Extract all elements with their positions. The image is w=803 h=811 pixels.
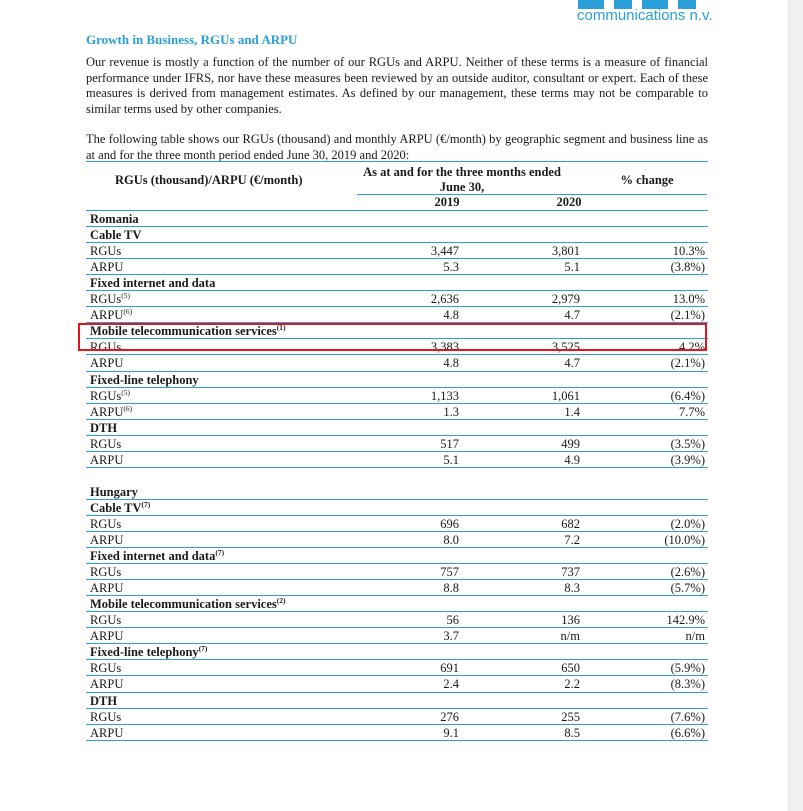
percent-change-text: 13.0%: [672, 292, 705, 307]
row-label: [90, 710, 121, 724]
row-label: [90, 533, 123, 547]
percent-change-text: (5.9%): [670, 661, 705, 676]
percent-change-text: (2.1%): [670, 356, 705, 371]
logo-tagline: communications n.v.: [577, 7, 713, 24]
row-label-text: ARPU: [90, 308, 124, 323]
row-rule: [86, 659, 708, 660]
percent-change: [673, 244, 705, 258]
row-label-text: RGUs: [90, 244, 122, 259]
row-label: [90, 726, 123, 740]
value-2020-text: 499: [561, 436, 580, 451]
value-2019: [440, 517, 459, 531]
group-label-text: Romania: [90, 212, 139, 226]
percent-change-text: (3.9%): [670, 452, 705, 467]
value-2019: [440, 565, 459, 579]
value-2019-text: 696: [440, 516, 459, 531]
row-rule: [86, 258, 708, 259]
row-label-text: ARPU: [90, 533, 124, 547]
group-label: [90, 645, 207, 659]
group-label: [90, 421, 117, 435]
value-2019: [443, 629, 459, 643]
footnote-marker: (5): [121, 291, 131, 301]
value-2019: [443, 308, 459, 322]
row-label: [90, 613, 121, 627]
group-label-text: Cable TV: [90, 228, 142, 243]
value-2019-text: 3,447: [430, 244, 459, 259]
percent-change: [671, 517, 705, 531]
row-label-text: RGUs: [90, 565, 122, 580]
footnote-marker: (7): [198, 644, 208, 654]
percent-change-text: (7.6%): [670, 709, 705, 724]
section-heading: Growth in Business, RGUs and ARPU: [86, 32, 298, 47]
row-label: [90, 244, 121, 258]
row-label-text: RGUs: [90, 340, 122, 355]
header-period-line2: June 30,: [439, 180, 485, 194]
footnote-marker: (6): [123, 403, 133, 413]
highlight-box: [78, 323, 707, 351]
group-label: [90, 597, 286, 611]
row-label-text: RGUs: [90, 516, 122, 531]
percent-change-text: 142.9%: [666, 613, 705, 628]
percent-change-text: (2.1%): [670, 308, 705, 323]
row-rule: [86, 724, 708, 725]
value-2020: [561, 613, 580, 627]
value-2019: [431, 389, 459, 403]
group-label: [90, 373, 199, 387]
footnote-marker: (2): [276, 596, 286, 606]
row-rule: [86, 563, 708, 564]
group-label: [90, 212, 139, 226]
row-rule: [86, 354, 708, 355]
value-2019-text: 9.1: [443, 725, 459, 740]
header-year-2020: 2020: [556, 195, 582, 209]
value-2020-text: 4.7: [564, 356, 580, 371]
value-2019: [440, 710, 459, 724]
value-2020: [564, 533, 580, 547]
footnote-marker: (6): [123, 307, 133, 317]
row-label-text: ARPU: [90, 260, 124, 275]
row-rule: [86, 675, 708, 676]
row-rule: [86, 611, 708, 612]
percent-change: [671, 565, 705, 579]
group-label: [90, 485, 138, 499]
group-label: [90, 276, 215, 290]
value-2020: [561, 710, 580, 724]
value-2020: [561, 437, 580, 451]
value-2020-text: 1.4: [564, 404, 580, 419]
value-2020: [564, 260, 580, 274]
value-2019: [440, 437, 459, 451]
percent-change: [671, 726, 705, 740]
row-rule: [86, 274, 708, 275]
group-label: [90, 549, 224, 563]
row-rule: [86, 579, 708, 580]
group-label: [90, 501, 150, 515]
value-2019: [443, 260, 459, 274]
value-2020-text: 737: [561, 565, 580, 580]
percent-change: [671, 308, 705, 322]
row-label-text: RGUs: [90, 709, 122, 724]
percent-change: [671, 710, 705, 724]
percent-change-text: 4.2%: [678, 340, 705, 355]
row-rule: [86, 499, 708, 500]
group-label-text: Cable TV: [90, 500, 142, 515]
header-bottom-rule: [86, 210, 708, 211]
percent-change: [673, 292, 705, 306]
group-label: [90, 228, 142, 242]
group-label-text: Hungary: [90, 484, 138, 499]
value-2020-text: n/m: [560, 629, 580, 644]
value-2019: [443, 677, 459, 691]
value-2020: [564, 726, 580, 740]
row-label: [90, 437, 121, 451]
row-rule: [86, 451, 708, 452]
value-2019-text: 757: [440, 565, 459, 580]
group-label-text: Mobile telecommunication services: [90, 324, 277, 339]
value-2020-text: 2.2: [564, 677, 580, 692]
value-2019-text: 4.8: [443, 308, 459, 323]
percent-change: [671, 453, 705, 467]
group-label: [90, 694, 117, 708]
value-2019-text: 2,636: [430, 292, 459, 307]
value-2019-text: 517: [440, 436, 459, 451]
row-label: [90, 308, 132, 322]
percent-change: [671, 389, 705, 403]
value-2019-text: 8.0: [443, 533, 459, 547]
header-percent-change: % change: [620, 173, 674, 187]
row-label: [90, 389, 130, 403]
table-top-rule: [86, 161, 708, 162]
row-rule: [86, 306, 708, 307]
value-2020-text: 4.7: [564, 308, 580, 323]
value-2020: [561, 565, 580, 579]
footnote-marker: (5): [121, 387, 131, 397]
value-2020-text: 136: [561, 613, 580, 628]
row-rule: [86, 740, 708, 741]
value-2020: [561, 629, 580, 643]
value-2020: [564, 405, 580, 419]
value-2020-text: 2,979: [551, 292, 580, 307]
percent-change-text: 10.3%: [672, 244, 705, 259]
value-2019: [443, 405, 459, 419]
footnote-marker: (1): [276, 323, 286, 333]
row-rule: [86, 467, 708, 468]
value-2019-text: 1,133: [430, 388, 459, 403]
row-rule: [86, 242, 708, 243]
value-2020-text: 8.3: [564, 581, 580, 596]
row-label-text: RGUs: [90, 613, 122, 628]
percent-change-text: (2.6%): [670, 565, 705, 580]
value-2020-text: 682: [561, 516, 580, 531]
row-label-text: ARPU: [90, 677, 124, 692]
value-2019-text: 1.3: [443, 404, 459, 419]
value-2019-text: 5.3: [443, 260, 459, 275]
row-rule: [86, 435, 708, 436]
value-2020: [564, 308, 580, 322]
row-label-text: ARPU: [90, 404, 124, 419]
percent-change-text: n/m: [685, 629, 705, 644]
value-2020: [564, 677, 580, 691]
value-2020: [552, 244, 580, 258]
percent-change: [671, 661, 705, 675]
row-rule: [86, 419, 708, 420]
percent-change-text: (5.7%): [670, 581, 705, 596]
row-rule: [86, 692, 708, 693]
percent-change-text: (8.3%): [670, 677, 705, 692]
value-2019-text: 3.7: [443, 629, 459, 644]
value-2019: [443, 581, 459, 595]
row-label: [90, 581, 123, 595]
row-label: [90, 677, 123, 691]
row-label: [90, 453, 123, 467]
row-label-text: RGUs: [90, 436, 122, 451]
vertical-scrollbar[interactable]: [788, 0, 803, 811]
value-2020: [564, 453, 580, 467]
value-2019: [443, 533, 459, 547]
row-label: [90, 565, 121, 579]
row-rule: [86, 403, 708, 404]
value-2020-text: 3,801: [551, 244, 580, 259]
row-rule: [86, 515, 708, 516]
value-2020-text: 1,061: [551, 388, 580, 403]
row-rule: [86, 371, 708, 372]
value-2019: [447, 613, 460, 627]
percent-change: [664, 533, 705, 547]
group-label-text: Fixed-line telephony: [90, 645, 199, 660]
row-rule: [86, 290, 708, 291]
percent-change: [671, 581, 705, 595]
percent-change-text: (6.4%): [670, 388, 705, 403]
row-label: [90, 517, 121, 531]
row-label: [90, 292, 130, 306]
percent-change-text: 7.7%: [678, 404, 705, 419]
percent-change-text: (6.6%): [670, 725, 705, 740]
table-intro-paragraph: The following table shows our RGUs (thousand) and monthly ARPU (€/month) by geographic segment and business line as at and for the three month period ended June 30, 2019 and 2020:: [86, 132, 708, 162]
value-2019: [443, 356, 459, 370]
percent-change: [671, 677, 705, 691]
row-label: [90, 629, 123, 643]
percent-change: [679, 405, 705, 419]
row-label: [90, 356, 123, 370]
value-2019-text: 5.1: [443, 452, 459, 467]
value-2019: [440, 661, 459, 675]
row-rule: [86, 531, 708, 532]
row-rule: [86, 708, 708, 709]
value-2020: [552, 389, 580, 403]
row-rule: [86, 547, 708, 548]
value-2020: [564, 356, 580, 370]
percent-change: [666, 613, 705, 627]
value-2019-text: 276: [440, 709, 459, 724]
value-2019-text: 2.4: [443, 677, 459, 692]
row-label-text: ARPU: [90, 581, 124, 596]
intro-paragraph: Our revenue is mostly a function of the number of our RGUs and ARPU. Neither of these terms is a measure of financial performance under IFRS, nor have these measures been reviewed by an outside auditor, consultant or expert. Each of these measures is derived from management estimates. As defined by our management, these terms may not be comparable to similar terms used by other companies.: [86, 55, 708, 116]
value-2019: [443, 453, 459, 467]
value-2020-text: 5.1: [564, 260, 580, 275]
header-year-2019: 2019: [434, 195, 460, 209]
row-label: [90, 661, 121, 675]
percent-change: [686, 629, 705, 643]
value-2020-text: 4.9: [564, 452, 580, 467]
percent-change: [671, 356, 705, 370]
value-2020-text: 650: [561, 661, 580, 676]
row-label-text: ARPU: [90, 356, 124, 371]
value-2020-text: 255: [561, 709, 580, 724]
row-label-text: ARPU: [90, 725, 124, 740]
value-2020: [564, 581, 580, 595]
percent-change: [671, 437, 705, 451]
value-2019-text: 691: [440, 661, 459, 676]
percent-change-text: (10.0%): [664, 533, 705, 547]
company-logo: [560, 0, 720, 30]
row-label-text: ARPU: [90, 629, 124, 644]
percent-change: [671, 260, 705, 274]
value-2020-text: 8.5: [564, 725, 580, 740]
row-rule: [86, 226, 708, 227]
value-2019-text: 8.8: [443, 581, 459, 596]
value-2020: [561, 517, 580, 531]
group-label-text: Fixed internet and data: [90, 549, 216, 564]
value-2019-text: 3,383: [430, 340, 459, 355]
group-label-text: Fixed internet and data: [90, 276, 216, 291]
value-2019: [431, 292, 459, 306]
value-2019-text: 56: [446, 613, 459, 628]
percent-change-text: (3.5%): [670, 436, 705, 451]
value-2020: [561, 661, 580, 675]
row-label-text: RGUs: [90, 661, 122, 676]
row-rule: [86, 627, 708, 628]
header-sub-rule: [357, 194, 707, 195]
header-period-line1: As at and for the three months ended: [363, 165, 561, 179]
row-label-text: ARPU: [90, 452, 124, 467]
percent-change-text: (3.8%): [670, 260, 705, 275]
value-2020-text: 3,525: [551, 340, 580, 355]
row-label-text: RGUs: [90, 388, 122, 403]
row-label: [90, 260, 123, 274]
value-2019-text: 4.8: [443, 356, 459, 371]
row-rule: [86, 387, 708, 388]
percent-change-text: (2.0%): [670, 516, 705, 531]
group-label-text: DTH: [90, 420, 118, 435]
value-2019: [443, 726, 459, 740]
footnote-marker: (7): [215, 548, 225, 558]
row-label: [90, 405, 132, 419]
group-label-text: DTH: [90, 693, 118, 708]
row-label-text: RGUs: [90, 292, 122, 307]
value-2019: [431, 244, 459, 258]
value-2020-text: 7.2: [564, 533, 580, 547]
footnote-marker: (7): [141, 499, 151, 509]
value-2020: [552, 292, 580, 306]
header-label-column: RGUs (thousand)/ARPU (€/month): [115, 173, 303, 187]
group-label-text: Fixed-line telephony: [90, 372, 199, 387]
group-label-text: Mobile telecommunication services: [90, 597, 277, 612]
